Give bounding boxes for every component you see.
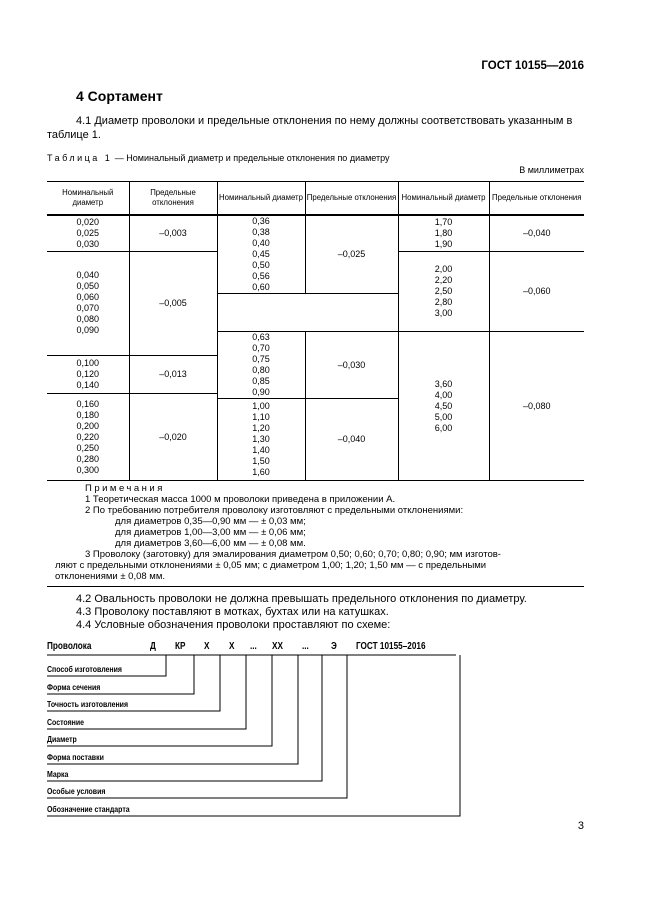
value: 0,080 — [76, 314, 100, 325]
scheme-label: Форма сечения — [47, 682, 101, 692]
value: 2,50 — [434, 285, 453, 296]
value: 0,200 — [76, 420, 100, 431]
note-1: 1 Теоретическая масса 1000 м проволоки приведена в приложении А. — [85, 494, 396, 505]
value: 0,36 — [252, 216, 270, 226]
value: 1,00 — [252, 401, 270, 411]
paragraph-4-4: 4.4 Условные обозначения проволоки проставляют по схеме: — [76, 619, 391, 631]
scheme-code: ... — [250, 641, 257, 652]
scheme-label: Обозначение стандарта — [47, 804, 130, 814]
scheme-code: КР — [175, 641, 186, 652]
scheme-wire: Проволока — [47, 641, 92, 652]
tolerance-cell: –0,005 — [129, 251, 217, 356]
header-cell: Предельные отклонения — [129, 182, 217, 216]
value: 4,00 — [434, 389, 453, 400]
table-caption-prefix: Таблица 1 — [47, 153, 113, 163]
tolerance-cell: –0,060 — [489, 251, 584, 332]
tolerance-cell: –0,020 — [129, 394, 217, 481]
document-header: ГОСТ 10155—2016 — [481, 60, 584, 72]
value: 2,20 — [434, 274, 453, 285]
value: 1,70 — [434, 216, 453, 227]
value: 0,40 — [252, 238, 270, 248]
scheme-code: Д — [150, 641, 156, 652]
tolerance-cell: –0,013 — [129, 356, 217, 394]
paragraph-4-3: 4.3 Проволоку поставляют в мотках, бухтах или на катушках. — [76, 606, 389, 618]
value: 0,90 — [252, 387, 270, 397]
value: 0,85 — [252, 376, 270, 386]
header-cell: Номинальный диаметр — [47, 182, 129, 216]
value: 0,75 — [252, 354, 270, 364]
value: 0,070 — [76, 303, 100, 314]
value: 0,040 — [76, 270, 100, 281]
scheme-label: Диаметр — [47, 734, 77, 744]
value: 0,60 — [252, 282, 270, 292]
header-cell: Предельные отклонения — [305, 182, 398, 216]
value: 0,70 — [252, 343, 270, 353]
scheme-label: Точность изготовления — [47, 699, 129, 709]
section-title: 4 Сортамент — [76, 88, 163, 104]
scheme-label: Марка — [47, 769, 69, 779]
value: 0,160 — [76, 398, 100, 409]
value: 1,20 — [252, 423, 270, 433]
note-3c: отклонениями ± 0,08 мм. — [55, 571, 166, 582]
note-2c: для диаметров 3,60—6,00 мм — ± 0,08 мм. — [115, 538, 306, 549]
value: 1,50 — [252, 456, 270, 466]
scheme-label: Форма поставки — [47, 752, 104, 762]
note-2a: для диаметров 0,35—0,90 мм — ± 0,03 мм; — [115, 516, 306, 527]
value: 0,280 — [76, 453, 100, 464]
note-2b: для диаметров 1,00—3,00 мм — ± 0,06 мм; — [115, 527, 306, 538]
value: 0,025 — [76, 227, 100, 238]
value: 0,63 — [252, 332, 270, 342]
value: 0,38 — [252, 227, 270, 237]
value: 1,10 — [252, 412, 270, 422]
value: 0,56 — [252, 271, 270, 281]
value: 5,00 — [434, 411, 453, 422]
value: 0,300 — [76, 464, 100, 475]
table-units: В миллиметрах — [519, 165, 584, 175]
value: 1,40 — [252, 445, 270, 455]
header-cell: Предельные отклонения — [489, 182, 584, 216]
value: 0,220 — [76, 431, 100, 442]
notes-title: Примечания — [85, 483, 165, 494]
tolerance-cell: –0,040 — [489, 215, 584, 251]
value: 1,90 — [434, 238, 453, 249]
value: 1,80 — [434, 227, 453, 238]
value: 4,50 — [434, 400, 453, 411]
value: 0,80 — [252, 365, 270, 375]
header-cell: Номинальный диаметр — [398, 182, 489, 216]
scheme-label: Особые условия — [47, 786, 106, 796]
page-number: 3 — [577, 820, 584, 832]
value: 0,45 — [252, 249, 270, 259]
scheme-standard: ГОСТ 10155–2016 — [356, 641, 426, 652]
tolerance-cell: –0,030 — [305, 332, 398, 399]
tolerance-cell: –0,003 — [129, 215, 217, 251]
value: 1,30 — [252, 434, 270, 444]
value: 6,00 — [434, 422, 453, 433]
scheme-label: Состояние — [47, 717, 85, 727]
value: 0,090 — [76, 325, 100, 336]
value: 3,00 — [434, 307, 453, 318]
paragraph-4-1: 4.1 Диаметр проволоки и предельные отклонения по нему должны соответствовать указанным в таблице 1. — [47, 115, 573, 141]
paragraph-4-2: 4.2 Овальность проволоки не должна превышать предельного отклонения по диаметру. — [76, 593, 527, 605]
scheme-label: Способ изготовления — [47, 664, 122, 674]
value: 0,50 — [252, 260, 270, 270]
table-caption-text: — Номинальный диаметр и предельные отклонения по диаметру — [112, 153, 390, 163]
value: 0,030 — [76, 238, 100, 249]
scheme-code: Х — [204, 641, 210, 652]
scheme-code: ХХ — [272, 641, 283, 652]
value: 0,120 — [76, 369, 100, 379]
value: 2,80 — [434, 296, 453, 307]
note-2: 2 По требованию потребителя проволоку изготовляют с предельными отклонениями: — [85, 505, 464, 516]
value: 1,60 — [252, 467, 270, 477]
value: 0,140 — [76, 380, 100, 390]
tolerance-cell: –0,025 — [305, 215, 398, 294]
value: 0,100 — [76, 358, 100, 368]
tolerance-cell: –0,040 — [305, 399, 398, 481]
value: 0,050 — [76, 281, 100, 292]
scheme-code: Э — [331, 641, 337, 652]
value: 0,060 — [76, 292, 100, 303]
value: 2,00 — [434, 263, 453, 274]
value: 0,250 — [76, 442, 100, 453]
note-3a: 3 Проволоку (заготовку) для эмалирования диаметром 0,50; 0,60; 0,70; 0,80; 0,90; мм изготов- — [85, 549, 501, 560]
header-cell: Номинальный диаметр — [217, 182, 305, 216]
scheme-code: Х — [229, 641, 235, 652]
value: 0,180 — [76, 409, 100, 420]
value: 0,020 — [76, 216, 100, 227]
tolerance-cell: –0,080 — [489, 332, 584, 481]
value: 3,60 — [434, 378, 453, 389]
scheme-code: ... — [302, 641, 309, 652]
note-3b: ляют с предельными отклонениями ± 0,05 мм; с диаметром 1,00; 1,20; 1,50 мм — с предельными — [55, 560, 487, 571]
